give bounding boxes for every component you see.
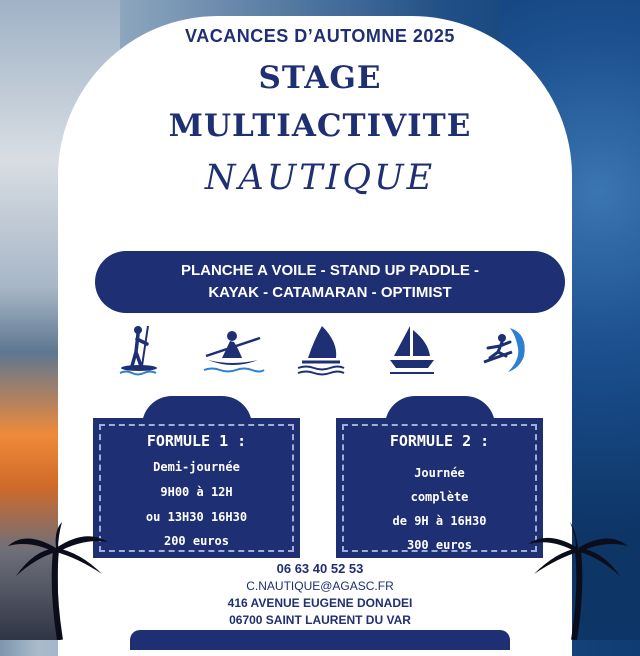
title-multiactivite: MULTIACTIVITE [168, 108, 472, 144]
formula-2-price: 300 euros [406, 538, 473, 552]
windsurf-icon [296, 322, 346, 376]
contact-phone: 06 63 40 52 53 [276, 561, 364, 576]
formula-2-box [336, 418, 543, 558]
surfer-icon [480, 322, 530, 376]
activities-line-2: KAYAK - CATAMARAN - OPTIMIST [208, 284, 452, 301]
title-stage: STAGE [258, 60, 382, 96]
sailboat-icon [388, 322, 436, 376]
formula-2-line-2: complète [410, 490, 469, 504]
formula-1-box [93, 418, 300, 558]
paddle-board-icon [118, 322, 160, 376]
contact-address-line-1: 416 AVENUE EUGENE DONADEI [227, 596, 413, 610]
formula-2-title: FORMULE 2 : [389, 432, 490, 450]
palm-tree-right-icon [526, 520, 630, 640]
activities-banner [95, 251, 565, 313]
bottom-banner [130, 630, 510, 650]
title-nautique: NAUTIQUE [204, 158, 436, 198]
formula-2-line-3: de 9H à 16H30 [392, 514, 487, 528]
formula-1-line-2: 9H00 à 12H [160, 485, 233, 499]
formula-1-price: 200 euros [163, 534, 230, 548]
palm-tree-left-icon [6, 520, 110, 640]
season-subtitle: VACANCES D’AUTOMNE 2025 [185, 26, 455, 46]
activities-line-1: PLANCHE A VOILE - STAND UP PADDLE - [180, 262, 480, 279]
contact-address-line-2: 06700 SAINT LAURENT DU VAR [229, 613, 411, 627]
formula-2-line-1: Journée [414, 466, 465, 480]
formula-1-line-1: Demi-journée [153, 460, 240, 474]
contact-email: C.NAUTIQUE@AGASC.FR [246, 579, 394, 593]
formula-1-title: FORMULE 1 : [146, 432, 247, 450]
kayak-icon [200, 322, 266, 376]
formula-1-line-3: ou 13H30 16H30 [145, 510, 248, 524]
